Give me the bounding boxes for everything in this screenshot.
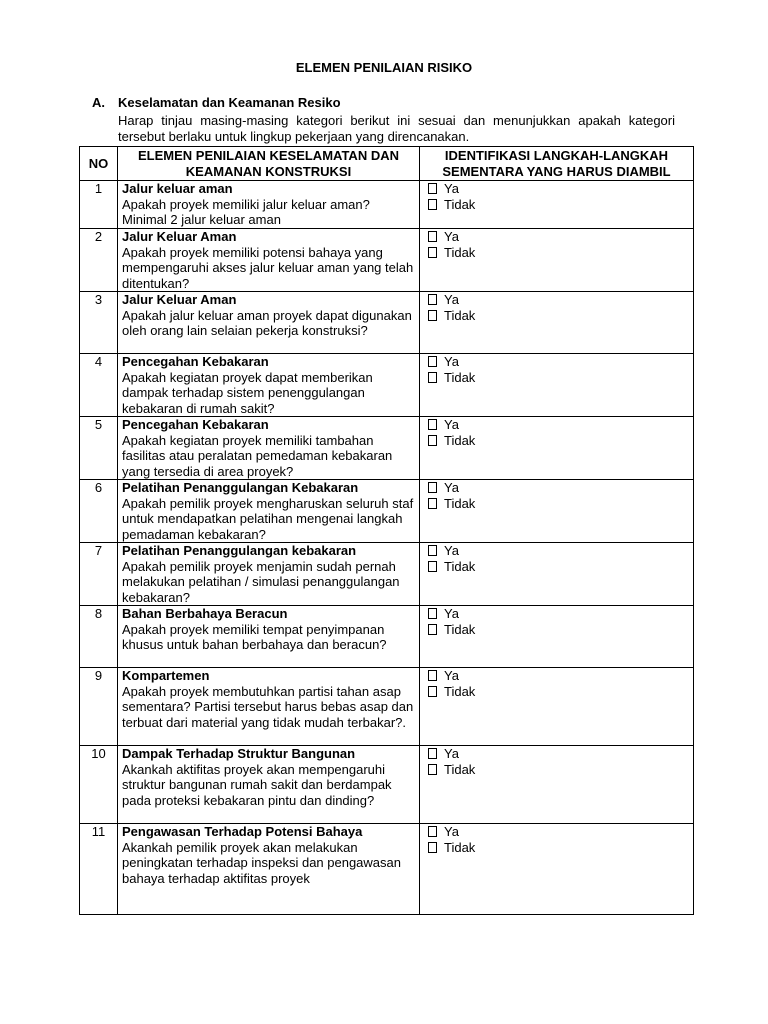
checkbox-icon[interactable] (428, 482, 437, 493)
element-title: Kompartemen (122, 668, 210, 683)
option-tidak[interactable] (424, 684, 689, 700)
row-number: 4 (80, 354, 118, 417)
checkbox-icon[interactable] (428, 231, 437, 242)
row-number: 8 (80, 606, 118, 668)
option-ya[interactable] (424, 824, 689, 840)
checkbox-icon[interactable] (428, 183, 437, 194)
identification-cell (420, 354, 694, 417)
checkbox-icon[interactable] (428, 608, 437, 619)
option-ya[interactable] (424, 181, 689, 197)
checkbox-icon[interactable] (428, 545, 437, 556)
element-cell (118, 668, 420, 746)
section-heading (92, 95, 341, 110)
element-question: Apakah kegiatan proyek memiliki tambahan fasilitas atau peralatan pemedaman kebakaran yang tersedia di area proyek? (122, 432, 393, 479)
risk-assessment-table (79, 146, 694, 915)
option-label: Ya (444, 543, 459, 558)
table-row (80, 480, 694, 543)
row-number: 9 (80, 668, 118, 746)
option-tidak[interactable] (424, 762, 689, 778)
element-cell (118, 606, 420, 668)
row-number: 5 (80, 417, 118, 480)
element-title: Pencegahan Kebakaran (122, 417, 269, 432)
checkbox-icon[interactable] (428, 356, 437, 367)
table-header-row (80, 147, 694, 181)
option-tidak[interactable] (424, 840, 689, 856)
option-ya[interactable] (424, 354, 689, 370)
option-label: Ya (444, 824, 459, 839)
option-label: Tidak (444, 369, 476, 385)
element-cell (118, 229, 420, 292)
checkbox-icon[interactable] (428, 561, 437, 572)
option-label: Ya (444, 354, 459, 369)
checkbox-icon[interactable] (428, 372, 437, 383)
option-ya[interactable] (424, 746, 689, 762)
option-label: Ya (444, 292, 459, 307)
element-title: Dampak Terhadap Struktur Bangunan (122, 746, 356, 761)
element-cell (118, 543, 420, 606)
option-tidak[interactable] (424, 559, 689, 575)
option-label: Ya (444, 229, 459, 244)
element-title: Pelatihan Penanggulangan Kebakaran (122, 480, 359, 495)
option-ya[interactable] (424, 480, 689, 496)
option-label: Tidak (444, 839, 476, 855)
table-row (80, 606, 694, 668)
section-heading-text: Keselamatan dan Keamanan Resiko (118, 95, 341, 110)
table-row (80, 292, 694, 354)
identification-cell (420, 824, 694, 915)
identification-cell (420, 543, 694, 606)
element-title: Jalur Keluar Aman (122, 292, 237, 307)
checkbox-icon[interactable] (428, 498, 437, 509)
option-tidak[interactable] (424, 308, 689, 324)
row-number: 10 (80, 746, 118, 824)
identification-cell (420, 480, 694, 543)
option-tidak[interactable] (424, 622, 689, 638)
checkbox-icon[interactable] (428, 670, 437, 681)
checkbox-icon[interactable] (428, 826, 437, 837)
identification-cell (420, 181, 694, 229)
table-row (80, 543, 694, 606)
option-ya[interactable] (424, 543, 689, 559)
identification-cell (420, 417, 694, 480)
option-ya[interactable] (424, 606, 689, 622)
identification-cell (420, 746, 694, 824)
option-ya[interactable] (424, 292, 689, 308)
option-label: Tidak (444, 495, 476, 511)
checkbox-icon[interactable] (428, 419, 437, 430)
option-label: Tidak (444, 307, 476, 323)
element-cell (118, 292, 420, 354)
option-label: Tidak (444, 558, 476, 574)
checkbox-icon[interactable] (428, 199, 437, 210)
checkbox-icon[interactable] (428, 842, 437, 853)
element-question: Apakah pemilik proyek mengharuskan seluruh staf untuk mendapatkan pelatihan mengenai langkah pemadaman kebakaran? (122, 495, 414, 542)
option-ya[interactable] (424, 229, 689, 245)
element-cell (118, 354, 420, 417)
option-label: Ya (444, 746, 459, 761)
checkbox-icon[interactable] (428, 686, 437, 697)
row-number: 2 (80, 229, 118, 292)
option-ya[interactable] (424, 417, 689, 433)
option-label: Ya (444, 417, 459, 432)
header-identification: IDENTIFIKASI LANGKAH-LANGKAH SEMENTARA YANG HARUS DIAMBIL (420, 147, 694, 181)
checkbox-icon[interactable] (428, 294, 437, 305)
section-letter: A. (92, 95, 105, 110)
header-no: NO (80, 147, 118, 181)
identification-cell (420, 292, 694, 354)
element-question: Akankah aktifitas proyek akan mempengaruhi struktur bangunan rumah sakit dan berdampak pada proteksi kebakaran pintu dan dinding? (122, 761, 392, 808)
checkbox-icon[interactable] (428, 764, 437, 775)
row-number: 6 (80, 480, 118, 543)
option-tidak[interactable] (424, 496, 689, 512)
option-tidak[interactable] (424, 433, 689, 449)
option-ya[interactable] (424, 668, 689, 684)
row-number: 1 (80, 181, 118, 229)
element-title: Pencegahan Kebakaran (122, 354, 269, 369)
identification-cell (420, 606, 694, 668)
option-label: Ya (444, 181, 459, 196)
element-cell (118, 824, 420, 915)
checkbox-icon[interactable] (428, 310, 437, 321)
section-intro: Harap tinjau masing-masing kategori berikut ini sesuai dan menunjukkan apakah kategori tersebut berlaku untuk lingkup pekerjaan yang direncanakan. (118, 113, 675, 144)
checkbox-icon[interactable] (428, 624, 437, 635)
element-title: Jalur keluar aman (122, 181, 233, 196)
table-row (80, 824, 694, 915)
element-question: Apakah kegiatan proyek dapat memberikan dampak terhadap sistem penenggulangan kebakaran di rumah sakit? (122, 369, 373, 416)
element-title: Bahan Berbahaya Beracun (122, 606, 288, 621)
option-label: Ya (444, 480, 459, 495)
element-question: Apakah proyek memiliki potensi bahaya yang mempengaruhi akses jalur keluar aman yang telah ditentukan? (122, 244, 414, 291)
element-cell (118, 417, 420, 480)
row-number: 7 (80, 543, 118, 606)
option-label: Tidak (444, 683, 476, 699)
table-row (80, 229, 694, 292)
checkbox-icon[interactable] (428, 247, 437, 258)
option-tidak[interactable] (424, 245, 689, 261)
option-label: Tidak (444, 621, 476, 637)
option-label: Tidak (444, 761, 476, 777)
option-label: Ya (444, 606, 459, 621)
table-row (80, 354, 694, 417)
element-cell (118, 480, 420, 543)
element-question: Apakah proyek memiliki jalur keluar aman? Minimal 2 jalur keluar aman (122, 196, 370, 227)
element-cell (118, 746, 420, 824)
element-title: Pengawasan Terhadap Potensi Bahaya (122, 824, 363, 839)
option-tidak[interactable] (424, 197, 689, 213)
option-label: Tidak (444, 244, 476, 260)
element-question: Apakah proyek membutuhkan partisi tahan asap sementara? Partisi tersebut harus bebas asap dan terbuat dari material yang tidak mudah terbakar?. (122, 683, 414, 730)
option-label: Tidak (444, 432, 476, 448)
element-question: Akankah pemilik proyek akan melakukan peningkatan terhadap inspeksi dan pengawasan bahaya terhadap aktifitas proyek (122, 839, 401, 886)
checkbox-icon[interactable] (428, 435, 437, 446)
table-row (80, 668, 694, 746)
row-number: 3 (80, 292, 118, 354)
option-tidak[interactable] (424, 370, 689, 386)
option-label: Ya (444, 668, 459, 683)
element-title: Pelatihan Penanggulangan kebakaran (122, 543, 357, 558)
identification-cell (420, 229, 694, 292)
element-question: Apakah proyek memiliki tempat penyimpanan khusus untuk bahan berbahaya dan beracun? (122, 621, 387, 652)
table-row (80, 181, 694, 229)
table-row (80, 746, 694, 824)
identification-cell (420, 668, 694, 746)
page-title: ELEMEN PENILAIAN RISIKO (295, 60, 473, 75)
option-label: Tidak (444, 196, 476, 212)
element-question: Apakah pemilik proyek menjamin sudah pernah melakukan pelatihan / simulasi penanggulangan kebakaran? (122, 558, 400, 605)
element-title: Jalur Keluar Aman (122, 229, 237, 244)
element-cell (118, 181, 420, 229)
header-element: ELEMEN PENILAIAN KESELAMATAN DAN KEAMANAN KONSTRUKSI (118, 147, 420, 181)
table-row (80, 417, 694, 480)
row-number: 11 (80, 824, 118, 915)
element-question: Apakah jalur keluar aman proyek dapat digunakan oleh orang lain selaian pekerja konstruksi? (122, 307, 412, 338)
checkbox-icon[interactable] (428, 748, 437, 759)
